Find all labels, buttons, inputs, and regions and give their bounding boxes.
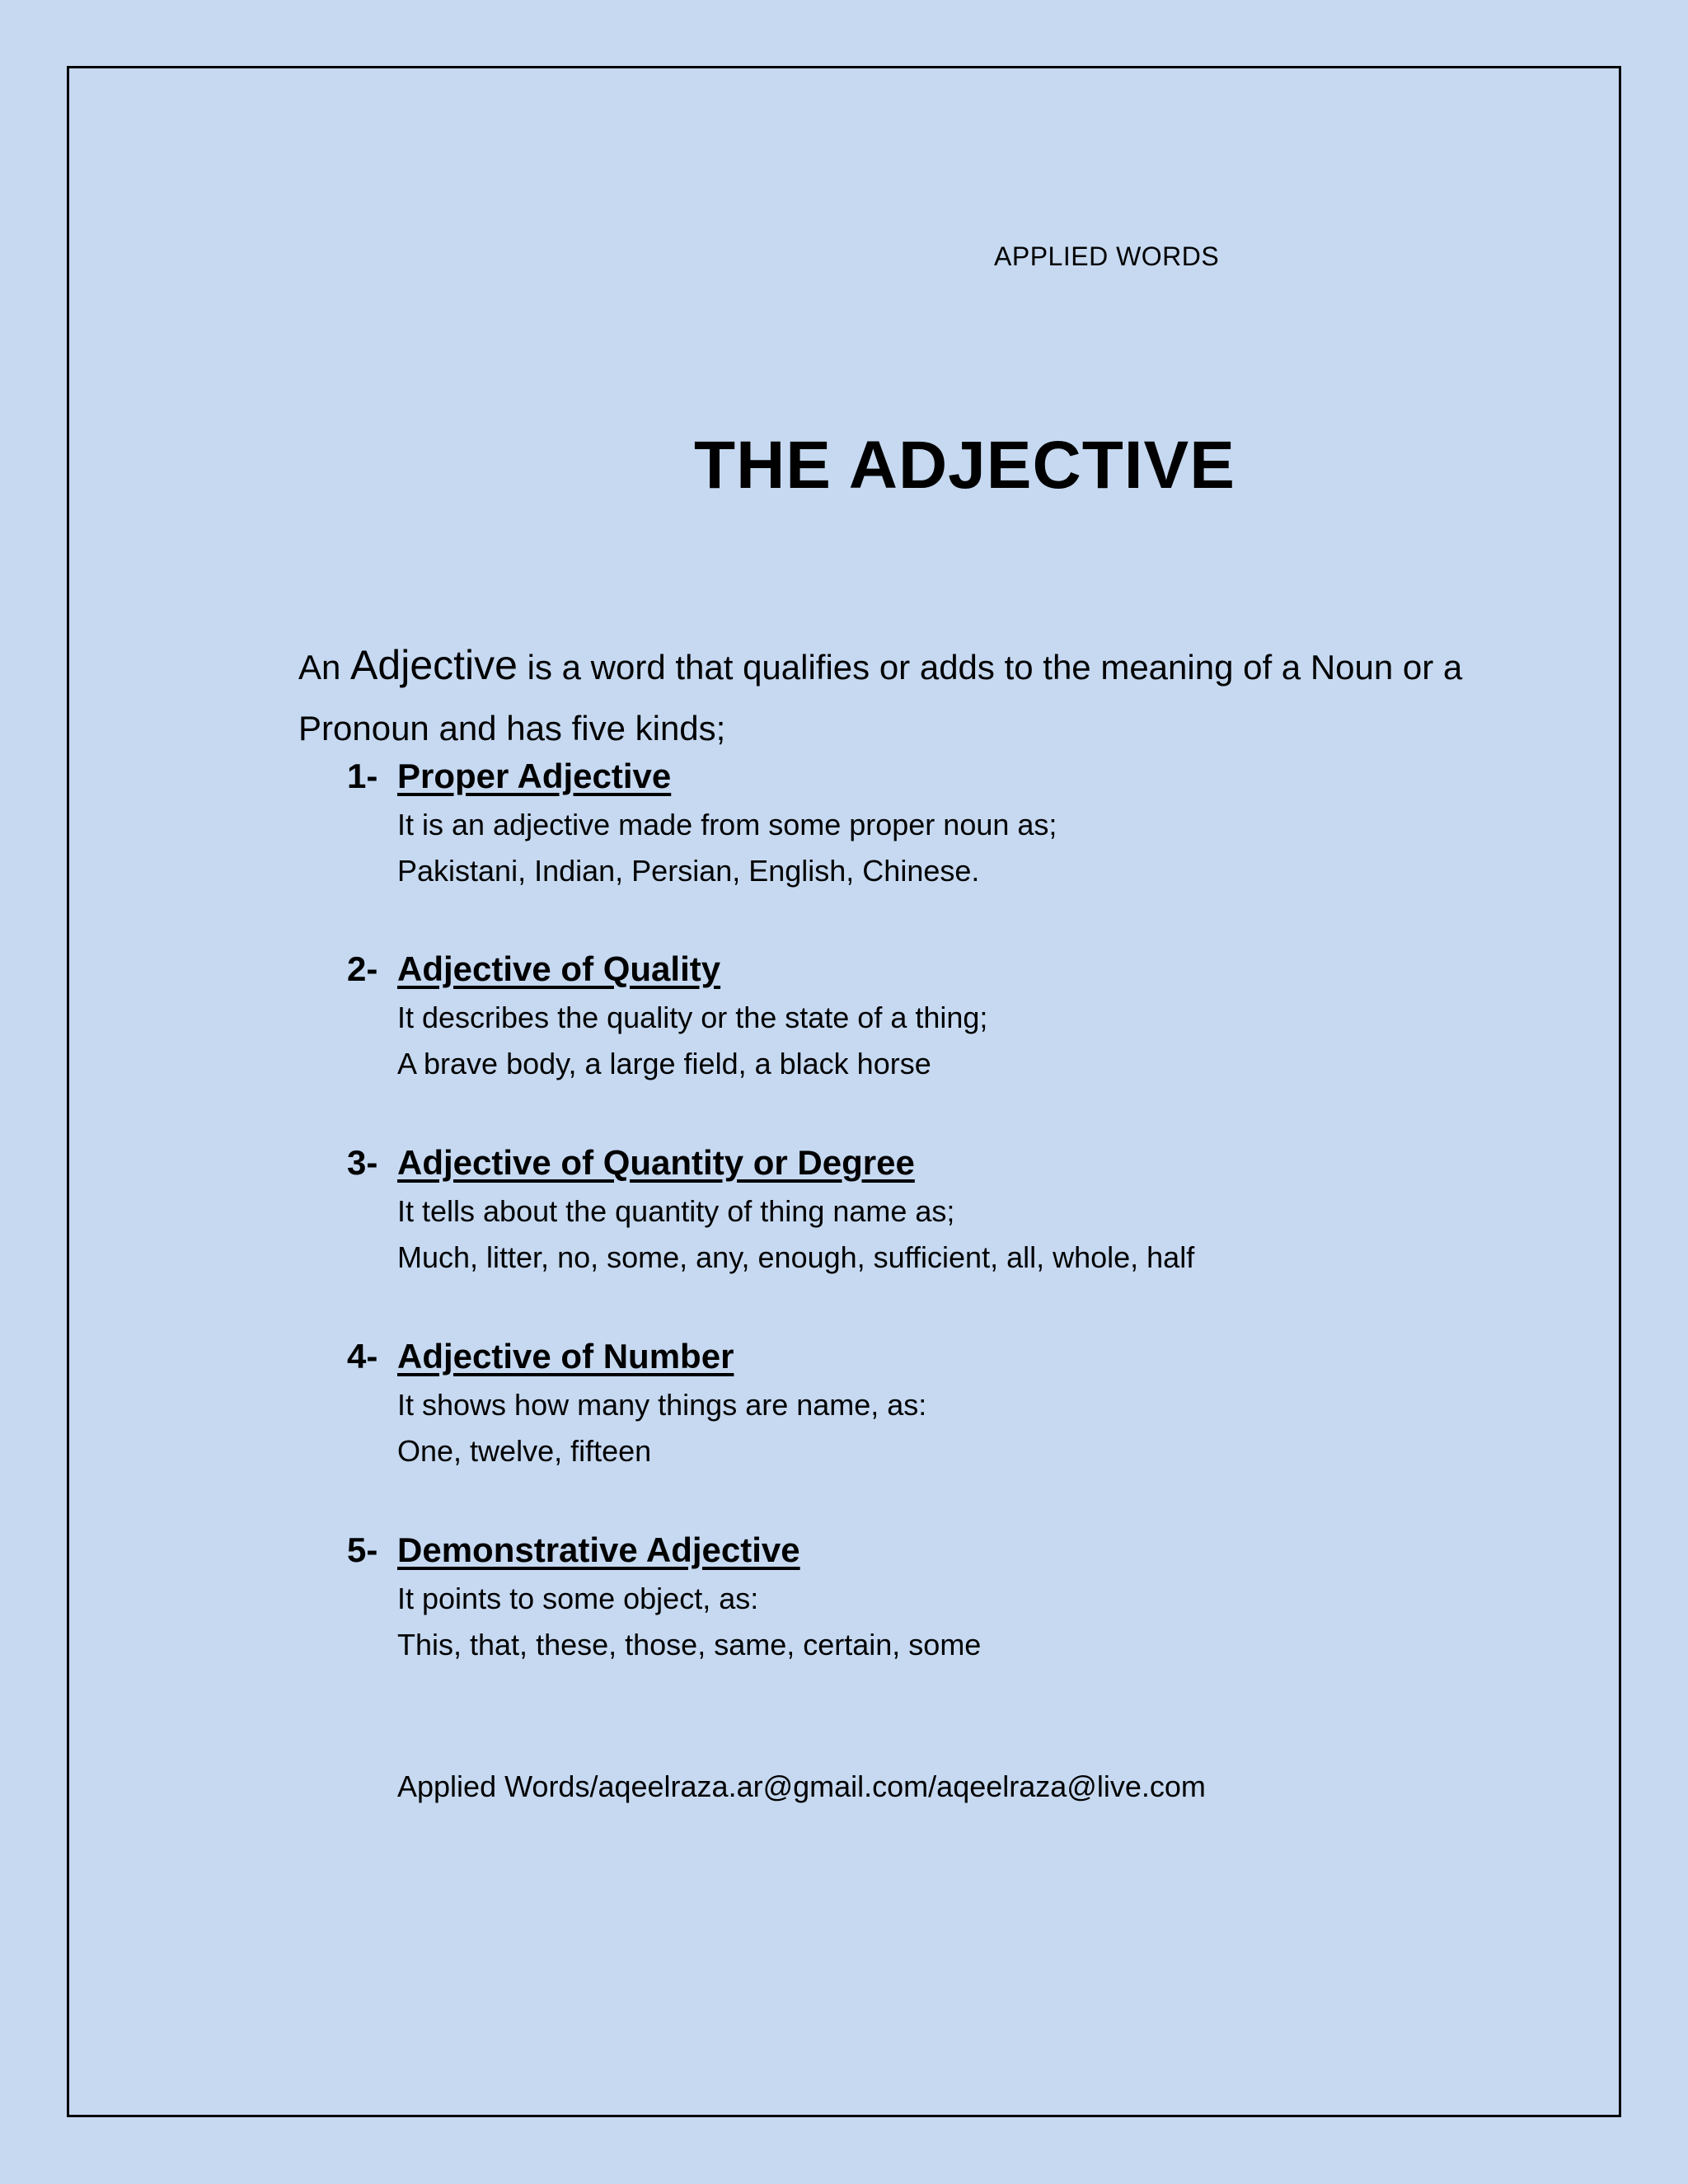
kind-heading: Adjective of Quality (397, 949, 721, 988)
intro-keyword: Adjective (350, 642, 518, 688)
kind-heading: Adjective of Number (397, 1337, 734, 1376)
kind-heading: Demonstrative Adjective (397, 1530, 800, 1569)
kind-description: It points to some object, as: (397, 1582, 759, 1615)
intro-paragraph (298, 635, 1535, 759)
kind-description: It tells about the quantity of thing name as; (397, 1194, 955, 1228)
page-title: THE ADJECTIVE (694, 428, 1236, 503)
intro-rest-line2: Pronoun and has five kinds; (298, 709, 726, 748)
kind-description: It shows how many things are name, as: (397, 1388, 927, 1422)
kind-number: 2- (347, 949, 378, 988)
kind-examples: One, twelve, fifteen (397, 1434, 652, 1468)
kind-number: 4- (347, 1337, 378, 1376)
kind-examples: Pakistani, Indian, Persian, English, Chinese. (397, 854, 980, 888)
kind-examples: This, that, these, those, same, certain, some (397, 1628, 982, 1661)
kind-number: 3- (347, 1143, 378, 1182)
kind-number: 5- (347, 1530, 378, 1569)
kind-heading: Proper Adjective (397, 757, 672, 795)
kind-number: 1- (347, 757, 378, 795)
header-label: APPLIED WORDS (994, 241, 1220, 271)
kind-examples: A brave body, a large field, a black horse (397, 1047, 931, 1080)
kind-examples: Much, litter, no, some, any, enough, sufficient, all, whole, half (397, 1240, 1195, 1274)
kind-heading: Adjective of Quantity or Degree (397, 1143, 915, 1182)
kind-description: It describes the quality or the state of a thing; (397, 1001, 988, 1034)
intro-prefix: An (298, 648, 341, 687)
intro-rest-line1: is a word that qualifies or adds to the meaning of a Noun or a (527, 648, 1463, 687)
kind-description: It is an adjective made from some proper noun as; (397, 808, 1057, 841)
footer-contact: Applied Words/aqeelraza.ar@gmail.com/aqeelraza@live.com (397, 1769, 1206, 1803)
page-border (67, 66, 1621, 2117)
